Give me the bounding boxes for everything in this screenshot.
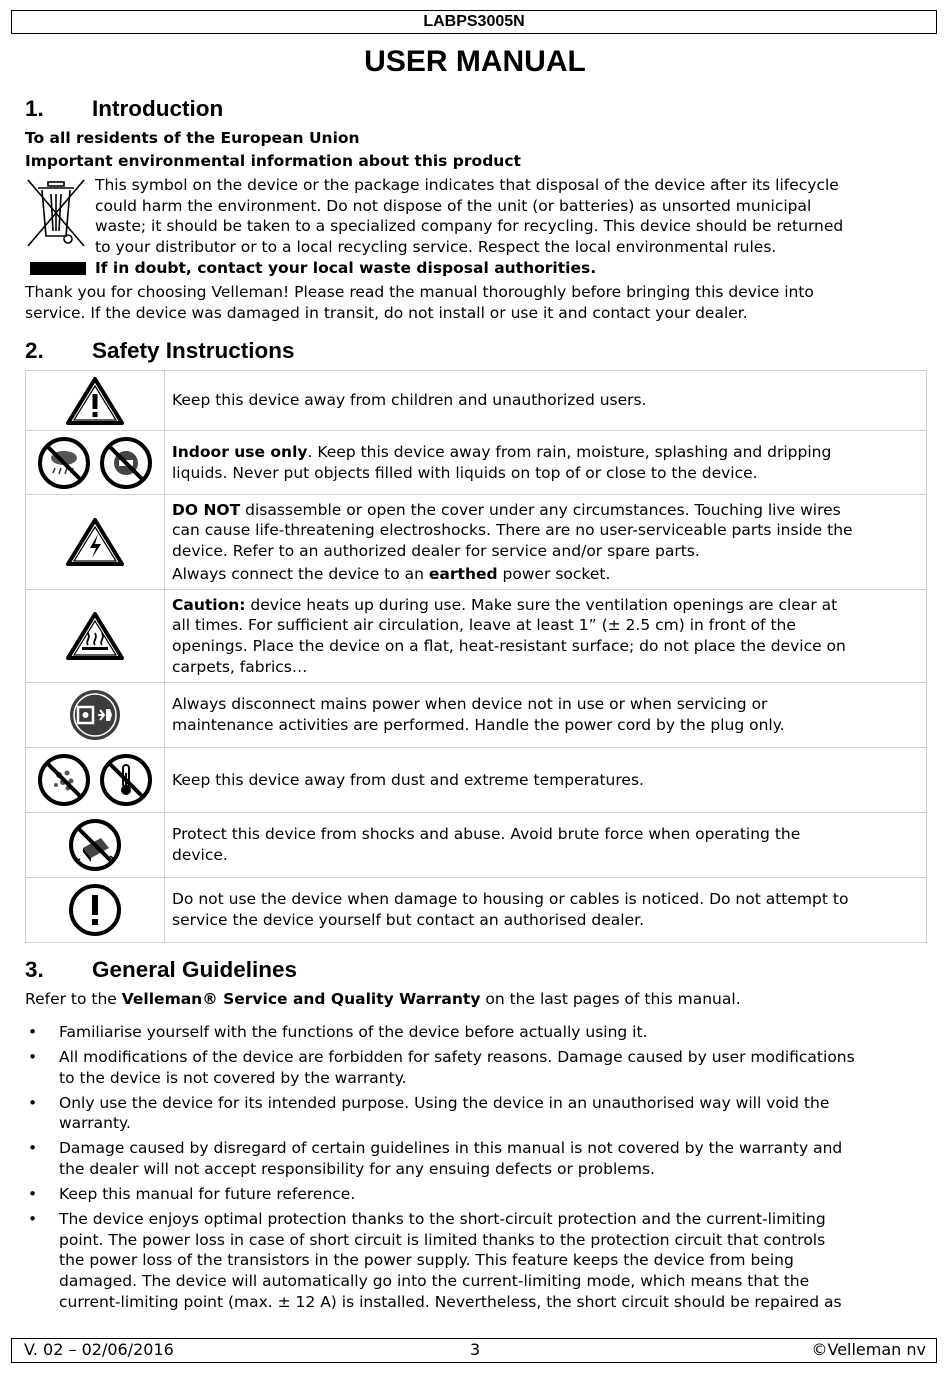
safety-text	[165, 878, 927, 943]
eu-heading: To all residents of the European Union	[25, 129, 360, 147]
list-item	[25, 1138, 930, 1179]
bullet: •	[28, 1048, 38, 1067]
safety-line	[172, 500, 920, 521]
doubt-notice: If in doubt, contact your local waste disposal authorities.	[95, 259, 597, 277]
safety-line-text: disassemble or open the cover under any circumstances. Touching live wires	[240, 500, 841, 519]
section-title: Introduction	[92, 96, 224, 121]
copyright-label: ©Velleman nv	[811, 1340, 926, 1359]
thanks-paragraph	[25, 282, 814, 323]
safety-emphasis: Indoor use only	[172, 442, 308, 461]
thanks-line: service. If the device was damaged in transit, do not install or use it and contact your dealer.	[25, 303, 748, 322]
safety-line	[172, 595, 920, 616]
bullet: •	[28, 1023, 38, 1041]
safety-text	[165, 431, 927, 495]
safety-text	[165, 748, 927, 813]
reference-text: on the last pages of this manual.	[480, 990, 741, 1008]
weee-black-bar	[30, 262, 86, 275]
list-line: to the device is not covered by the warranty.	[59, 1068, 407, 1087]
safety-line: Do not use the device when damage to housing or cables is noticed. Do not attempt to	[172, 890, 849, 909]
safety-line: Always disconnect mains power when device not in use or when servicing or	[172, 695, 768, 714]
document-header: LABPS3005N	[11, 10, 937, 34]
bullet: •	[28, 1185, 38, 1204]
safety-text	[165, 495, 927, 590]
safety-emphasis: DO NOT	[172, 500, 241, 519]
no-extreme-temperature-icon	[99, 753, 153, 807]
environment-heading: Important environmental information about this product	[25, 152, 521, 170]
safety-line-text: power socket.	[497, 564, 611, 583]
safety-line: service the device yourself but contact an authorised dealer.	[172, 911, 645, 929]
safety-line: maintenance activities are performed. Handle the power cord by the plug only.	[172, 716, 785, 734]
section-title: Safety Instructions	[92, 338, 295, 363]
electric-hazard-icon	[65, 517, 125, 567]
safety-line: carpets, fabrics…	[172, 657, 308, 676]
list-line: point. The power loss in case of short circuit is limited thanks to the protection circuit that controls	[59, 1230, 826, 1249]
safety-line-text: Always connect the device to an	[172, 564, 429, 583]
icon-cell	[26, 590, 165, 683]
section-heading-safety	[25, 337, 295, 365]
section-heading-introduction	[25, 95, 223, 123]
icon-cell	[26, 371, 165, 431]
safety-row	[26, 371, 927, 431]
list-line: the dealer will not accept responsibility for any ensuing defects or problems.	[59, 1160, 655, 1179]
safety-row	[26, 495, 927, 590]
list-item	[25, 1209, 930, 1312]
safety-line: all times. For sufficient air circulation, leave at least 1” (± 2.5 cm) in front of the	[172, 616, 796, 635]
no-rain-icon	[37, 436, 91, 490]
safety-row	[26, 431, 927, 495]
safety-line: device. Refer to an authorized dealer for service and/or spare parts.	[172, 542, 700, 560]
safety-row	[26, 813, 927, 878]
safety-line: liquids. Never put objects filled with liquids on top of or close to the device.	[172, 463, 758, 482]
section-number: 1.	[25, 96, 44, 121]
thanks-line: Thank you for choosing Velleman! Please read the manual thoroughly before bringing this device into	[25, 283, 814, 301]
section-heading-guidelines	[25, 956, 297, 984]
safety-text	[165, 590, 927, 683]
hot-surface-icon	[65, 611, 125, 661]
no-dust-icon	[37, 753, 91, 807]
safety-line: openings. Place the device on a flat, heat-resistant surface; do not place the device on	[172, 637, 846, 655]
safety-row	[26, 683, 927, 748]
weee-line: This symbol on the device or the package indicates that disposal of the device after its lifecycle	[95, 176, 839, 194]
list-line: warranty.	[59, 1114, 131, 1133]
no-splashing-icon	[99, 436, 153, 490]
list-line: current-limiting point (max. ± 12 A) is installed. Nevertheless, the short circuit should be repaired as	[59, 1292, 842, 1311]
safety-line-text: device heats up during use. Make sure the ventilation openings are clear at	[245, 595, 838, 614]
no-shocks-icon	[68, 818, 122, 872]
unplug-icon	[68, 688, 122, 742]
list-item	[25, 1022, 930, 1043]
crossed-bin-icon	[26, 176, 86, 248]
icon-cell	[26, 495, 165, 590]
weee-text	[95, 175, 843, 257]
guidelines-list	[25, 1022, 930, 1317]
safety-line-text: . Keep this device away from rain, moisture, splashing and dripping	[307, 442, 832, 461]
caution-exclamation-icon	[68, 883, 122, 937]
safety-row	[26, 748, 927, 813]
list-line: All modifications of the device are forbidden for safety reasons. Damage caused by user modifications	[59, 1048, 855, 1067]
warning-triangle-icon	[65, 376, 125, 426]
safety-row	[26, 878, 927, 943]
bullet: •	[28, 1139, 38, 1158]
icon-cell	[26, 431, 165, 495]
page-footer	[11, 1338, 937, 1363]
safety-line: Keep this device away from dust and extreme temperatures.	[172, 770, 644, 789]
icon-cell	[26, 748, 165, 813]
safety-row	[26, 590, 927, 683]
safety-line: Protect this device from shocks and abuse. Avoid brute force when operating the	[172, 825, 801, 844]
safety-text	[165, 683, 927, 748]
safety-table	[25, 370, 927, 943]
warranty-reference	[25, 990, 741, 1008]
weee-line: waste; it should be taken to a specialized company for recycling. This device should be returned	[95, 217, 844, 236]
list-line: The device enjoys optimal protection thanks to the short-circuit protection and the current-limiting	[59, 1210, 826, 1229]
list-line: Familiarise yourself with the functions of the device before actually using it.	[59, 1023, 648, 1041]
section-number: 3.	[25, 957, 44, 982]
safety-text	[165, 371, 927, 431]
list-line: Keep this manual for future reference.	[59, 1185, 356, 1204]
bullet: •	[28, 1210, 38, 1229]
page-title: USER MANUAL	[364, 45, 586, 78]
list-item	[25, 1093, 930, 1134]
icon-cell	[26, 683, 165, 748]
list-item	[25, 1047, 930, 1088]
bullet: •	[28, 1093, 38, 1112]
list-line: the power loss of the transistors in the power supply. This feature keeps the device from being	[59, 1251, 794, 1270]
weee-line: to your distributor or to a local recycling service. Respect the local environmental rules.	[95, 237, 777, 256]
safety-line	[172, 442, 920, 463]
list-line: Damage caused by disregard of certain guidelines in this manual is not covered by the warranty and	[59, 1139, 843, 1158]
icon-cell	[26, 878, 165, 943]
safety-text	[165, 813, 927, 878]
icon-cell	[26, 813, 165, 878]
list-line: damaged. The device will automatically go into the current-limiting mode, which means that the	[59, 1272, 810, 1291]
warranty-name: Velleman® Service and Quality Warranty	[121, 990, 481, 1008]
safety-line: device.	[172, 846, 228, 864]
page-number: 3	[470, 1340, 481, 1359]
section-number: 2.	[25, 338, 44, 363]
safety-line	[172, 564, 920, 585]
list-line: Only use the device for its intended purpose. Using the device in an unauthorised way will void the	[59, 1093, 830, 1112]
reference-text: Refer to the	[25, 990, 122, 1008]
version-label: V. 02 – 02/06/2016	[24, 1340, 174, 1359]
safety-emphasis: earthed	[428, 564, 498, 583]
weee-line: could harm the environment. Do not dispose of the unit (or batteries) as unsorted municipal	[95, 196, 812, 215]
section-title: General Guidelines	[92, 957, 298, 982]
safety-emphasis: Caution:	[172, 595, 246, 614]
list-item	[25, 1184, 930, 1205]
safety-line: Keep this device away from children and unauthorized users.	[172, 391, 647, 410]
safety-line: can cause life-threatening electroshocks. There are no user-serviceable parts inside the	[172, 521, 853, 540]
